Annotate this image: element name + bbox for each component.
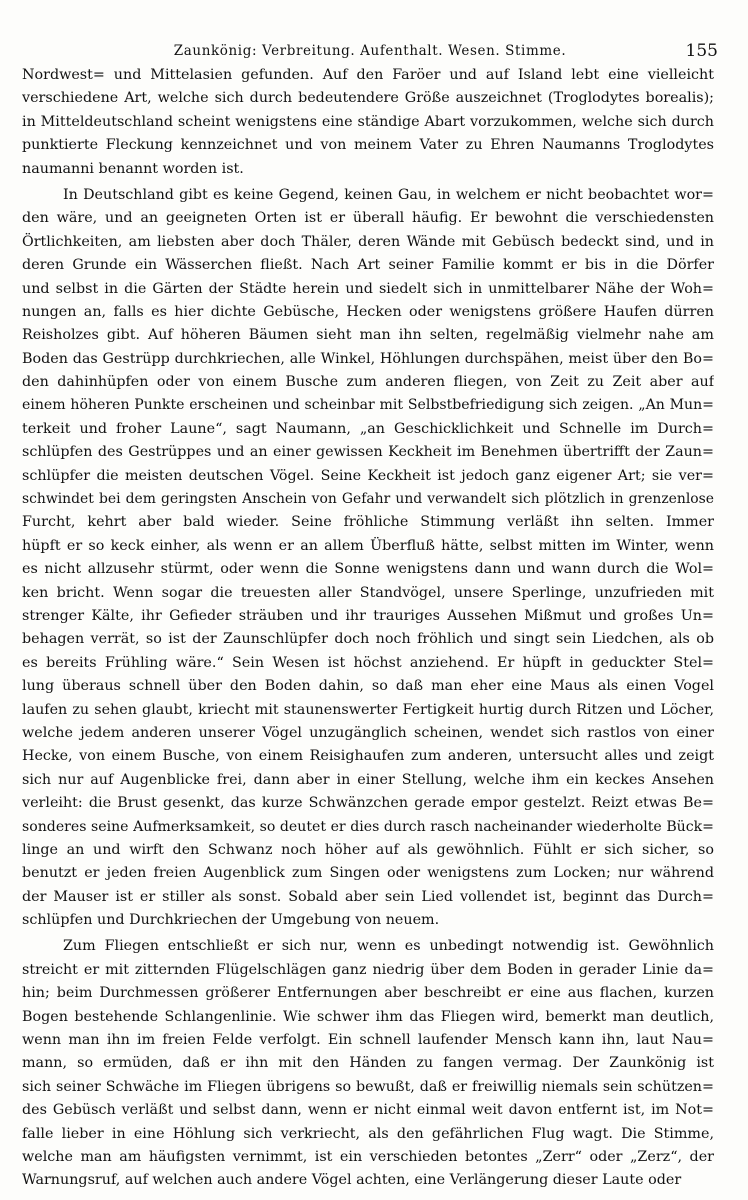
text-line: terkeit und froher Laune“, sagt Naumann, „an Geschicklichkeit und Schnelle im Durch=	[22, 420, 714, 437]
text-line: Nordwest= und Mittelasien gefunden. Auf den Faröer und auf Island lebt eine vielleicht	[22, 67, 714, 83]
text-line: den dahinhüpfen oder von einem Busche zum anderen fliegen, von Zeit zu Zeit aber auf	[22, 374, 714, 391]
text-line: schwindet bei dem geringsten Anschein von Gefahr und verwandelt sich plötzlich in grenzenlose	[22, 491, 714, 508]
text-line: schlüpfen und Durchkriechen der Umgebung von neuem.	[22, 912, 440, 929]
text-line: naumanni benannt worden ist.	[22, 160, 244, 177]
text-line: und selbst in die Gärten der Städte herein und siedelt sich in unmittelbarer Nähe der Woh=	[22, 280, 714, 297]
text-line: nungen an, falls es hier dichte Gebüsche, Hecken oder wenigstens größere Haufen dürren	[22, 303, 714, 320]
text-line: sich seiner Schwäche im Fliegen übrigens so bewußt, daß er freiwillig niemals sein schützen=	[22, 1078, 714, 1095]
running-title: Zaunkönig: Verbreitung. Aufenthalt. Wesen. Stimme.	[173, 43, 567, 59]
text-line: Zum Fliegen entschließt er sich nur, wenn es unbedingt notwendig ist. Gewöhnlich	[63, 938, 714, 955]
text-line: Bogen bestehende Schlangenlinie. Wie schwer ihm das Fliegen wird, bemerkt man deutlich,	[22, 1008, 714, 1025]
text-line: hin; beim Durchmessen größerer Entfernungen aber beschreibt er eine aus flachen, kurzen	[22, 985, 714, 1002]
paragraph	[22, 184, 714, 933]
text-line: Furcht, kehrt aber bald wieder. Seine fröhliche Stimmung verläßt ihn selten. Immer	[22, 514, 714, 531]
paragraph	[22, 935, 714, 1192]
text-line: benutzt er jeden freien Augenblick zum Singen oder wenigstens zum Locken; nur während	[22, 865, 714, 882]
text-line: streicht er mit zitternden Flügelschlägen ganz niedrig über dem Boden in gerader Linie da=	[22, 961, 714, 978]
text-line: sonderes seine Aufmerksamkeit, so deutet er dies durch rasch nacheinander wiederholte Bück=	[22, 818, 714, 835]
text-line: Warnungsruf, auf welchen auch andere Vögel achten, eine Verlängerung dieser Laute oder	[22, 1172, 682, 1189]
text-line: Hecke, von einem Busche, von einem Reisighaufen zum anderen, untersucht alles und zeigt	[22, 748, 714, 765]
text-line: wenn man ihn im freien Felde verfolgt. Ein schnell laufender Mensch kann ihn, laut Nau=	[22, 1032, 714, 1049]
text-line: In Deutschland gibt es keine Gegend, keinen Gau, in welchem er nicht beobachtet wor=	[63, 186, 714, 203]
running-header	[22, 40, 718, 62]
text-line: lung überaus schnell über den Boden dahin, so daß man eher eine Maus als einen Vogel	[22, 678, 714, 695]
text-line: sich nur auf Augenblicke frei, dann aber in einer Stellung, welche ihm ein keckes Ansehen	[22, 771, 714, 788]
text-line: Boden das Gestrüpp durchkriechen, alle Winkel, Höhlungen durchspähen, meist über den Bo=	[22, 350, 714, 367]
text-line: einem höheren Punkte erscheinen und scheinbar mit Selbstbefriedigung sich zeigen. „An Mun=	[22, 397, 714, 414]
text-line: behagen verrät, so ist der Zaunschlüpfer doch noch fröhlich und singt sein Liedchen, als ob	[22, 631, 714, 648]
text-line: laufen zu sehen glaubt, kriecht mit staunenswerter Fertigkeit hurtig durch Ritzen und Löcher,	[22, 701, 714, 718]
text-line: falle lieber in eine Höhlung sich verkriecht, als den gefährlichen Flug wagt. Die Stimme,	[22, 1125, 714, 1142]
text-line: verleiht: die Brust gesenkt, das kurze Schwänzchen gerade empor gestelzt. Reizt etwas Be=	[22, 795, 714, 812]
text-line: ken bricht. Wenn sogar die treuesten aller Standvögel, unsere Sperlinge, unzufrieden mit	[22, 584, 714, 601]
text-line: des Gebüsch verläßt und selbst dann, wenn er nicht einmal weit davon entfernt ist, im Not=	[22, 1102, 714, 1119]
text-line: der Mauser ist er stiller als sonst. Sobald aber sein Lied vollendet ist, beginnt das Durch=	[22, 888, 714, 905]
text-line: den wäre, und an geeigneten Orten ist er überall häufig. Er bewohnt die verschiedensten	[22, 210, 714, 227]
text-line: Örtlichkeiten, am liebsten aber doch Thäler, deren Wände mit Gebüsch bedeckt sind, und in	[22, 233, 714, 250]
text-line: linge an und wirft den Schwanz noch höher auf als gewöhnlich. Fühlt er sich sicher, so	[22, 841, 714, 858]
text-line: welche man am häufigsten vernimmt, ist ein verschieden betontes „Zerr“ oder „Zerz“, der	[22, 1148, 714, 1165]
text-line: mann, so ermüden, daß er ihn mit den Händen zu fangen vermag. Der Zaunkönig ist	[22, 1055, 714, 1072]
paragraph	[22, 64, 714, 181]
text-line: deren Grunde ein Wässerchen fließt. Nach Art seiner Familie kommt er bis in die Dörfer	[22, 257, 714, 274]
page-number: 155	[685, 41, 718, 61]
text-line: welche jedem anderen unserer Vögel unzugänglich scheinen, wendet sich rastlos von einer	[22, 724, 714, 741]
text-line: in Mitteldeutschland scheint wenigstens eine ständige Abart vorzukommen, welche sich durch	[22, 113, 714, 130]
text-line: Reisholzes gibt. Auf höheren Bäumen sieht man ihn selten, regelmäßig vielmehr nahe am	[22, 327, 714, 344]
text-line: hüpft er so keck einher, als wenn er an allem Überfluß hätte, selbst mitten im Winter, wenn	[22, 537, 714, 554]
text-line: punktierte Fleckung kennzeichnet und von meinem Vater zu Ehren Naumanns Troglodytes	[22, 137, 714, 154]
text-line: es nicht allzusehr stürmt, oder wenn die Sonne wenigstens dann und wann durch die Wol=	[22, 561, 714, 578]
text-line: schlüpfen des Gestrüppes und an einer gewissen Keckheit im Benehmen übertrifft der Zaun=	[22, 444, 714, 461]
body-text	[22, 64, 714, 1193]
text-line: schlüpfer die meisten deutschen Vögel. Seine Keckheit ist jedoch ganz eigener Art; sie ver=	[22, 467, 714, 484]
text-line: verschiedene Art, welche sich durch bedeutendere Größe auszeichnet (Troglodytes borealis);	[22, 90, 714, 107]
text-line: strenger Kälte, ihr Gefieder sträuben und ihr trauriges Aussehen Mißmut und großes Un=	[22, 607, 714, 624]
text-line: es bereits Frühling wäre.“ Sein Wesen ist höchst anziehend. Er hüpft in geduckter Stel=	[22, 654, 714, 671]
